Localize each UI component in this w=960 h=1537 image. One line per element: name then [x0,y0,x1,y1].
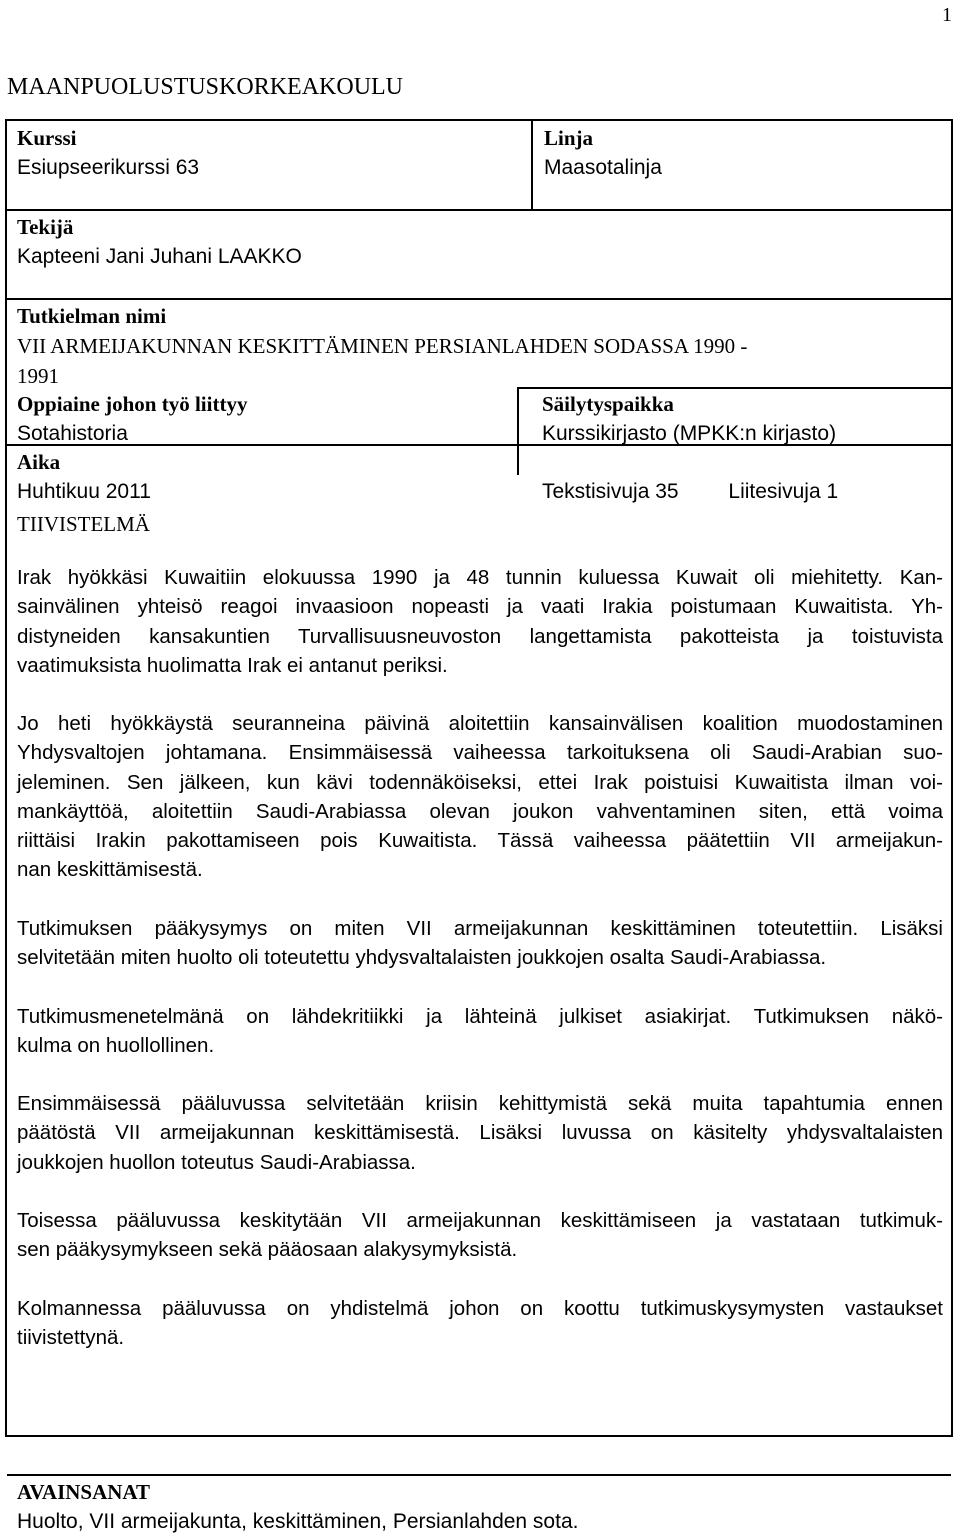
text-line: Tutkimusmenetelmänä on lähdekritiikki ja lähteinä julkiset asiakirjat. Tutkimuksen näkö- [17,1005,943,1028]
text-line: riittäisi Irakin pakottamiseen pois Kuwaitista. Tässä vaiheessa päätettiin VII armeijakun- [17,829,943,853]
institution-name: MAANPUOLUSTUSKORKEAKOULU [7,74,404,100]
oppiaine-label: Oppiaine johon työ liittyy [17,392,248,416]
text-line: tiivistettynä. [17,1326,125,1350]
kurssi-value: Esiupseerikurssi 63 [17,156,200,179]
text-line: Toisessa pääluvussa keskitytään VII armeijakunnan keskittämiseen ja vastataan tutkimuk- [17,1209,943,1232]
liitesivuja-value: Liitesivuja 1 [728,480,839,503]
divider-row-5 [7,1474,951,1476]
keywords-label: AVAINSANAT [17,1480,151,1504]
text-line: vaatimuksista huolimatta Irak ei antanut periksi. [17,653,448,677]
tiivistelma-label: TIIVISTELMÄ [17,512,150,536]
text-line: sainvälinen yhteisö reagoi invaasioon nopeasti ja vaati Irakia poistumaan Kuwaitista. Yh- [17,595,943,619]
text-line: Ensimmäisessä pääluvussa selvitetään kriisin kehittymistä sekä muita tapahtumia ennen [17,1092,943,1115]
text-line: jeleminen. Sen jälkeen, kun kävi todennäköiseksi, ettei Irak poistuisi Kuwaitista ilman voi- [17,770,943,794]
keywords-value: Huolto, VII armeijakunta, keskittäminen, Persianlahden sota. [17,1510,579,1533]
text-line: Jo heti hyökkäystä seuranneina päivinä aloitettiin kansainvälisen koalition muodostaminen [17,712,943,735]
divider-vertical-top [531,121,533,209]
oppiaine-value: Sotahistoria [17,422,128,445]
tekija-value: Kapteeni Jani Juhani LAAKKO [17,245,302,268]
text-line: Yhdysvaltojen johtamana. Ensimmäisessä vaiheessa tarkoituksena oli Saudi-Arabian suo- [17,741,943,765]
sailytys-label: Säilytyspaikka [542,392,674,416]
abstract-paragraph-4 [17,1002,943,1061]
page-number: 1 [942,4,952,26]
linja-label: Linja [544,126,594,150]
field-aika [17,447,151,507]
field-oppiaine [17,389,247,449]
tiivistelma-heading [17,509,150,539]
field-sailytyspaikka [542,389,836,449]
kurssi-label: Kurssi [17,126,77,150]
field-avainsanat [17,1477,578,1537]
abstract-paragraph-5 [17,1089,943,1177]
nimi-label: Tutkielman nimi [17,304,167,328]
text-line: selvitetään miten huolto oli toteutettu yhdysvaltalaisten joukkojen osalta Saudi-Arabiassa. [17,946,827,970]
field-tekija [17,212,302,272]
text-line: nan keskittämisestä. [17,858,203,882]
abstract-paragraph-3 [17,914,943,973]
field-sivumaarat [542,477,838,507]
sailytys-value: Kurssikirjasto (MPKK:n kirjasto) [542,422,837,445]
divider-row-2 [7,298,951,300]
text-line: sen pääkysymykseen sekä pääosaan alakysymyksistä. [17,1238,518,1262]
nimi-value-line1: VII ARMEIJAKUNNAN KESKITTÄMINEN PERSIANLAHDEN SODASSA 1990 - [17,334,748,358]
text-line: kulma on huollollinen. [17,1034,215,1058]
linja-value: Maasotalinja [544,156,662,179]
nimi-value-line2: 1991 [17,364,59,388]
abstract-paragraph-7 [17,1294,943,1353]
field-tutkielman-nimi [17,301,747,391]
text-line: distyneiden kansakuntien Turvallisuusneuvoston langettamista pakotteista ja toistuvista [17,624,943,648]
field-linja [544,123,662,183]
text-line: Irak hyökkäsi Kuwaitiin elokuussa 1990 ja 48 tunnin kuluessa Kuwait oli miehitetty. Kan- [17,566,943,589]
text-line: mankäyttöä, aloitettiin Saudi-Arabiassa olevan joukon vahventaminen siten, että voima [17,799,943,823]
abstract-paragraph-1 [17,563,943,680]
divider-row-1 [7,209,951,211]
aika-label: Aika [17,450,61,474]
abstract-paragraph-2 [17,709,943,885]
aika-value: Huhtikuu 2011 [17,480,151,503]
text-line: Tutkimuksen pääkysymys on miten VII armeijakunnan keskittäminen toteutettiin. Lisäksi [17,917,943,940]
tekstisivuja-value: Tekstisivuja 35 [542,480,679,503]
text-line: päätöstä VII armeijakunnan keskittämisestä. Lisäksi luvussa on käsitelty yhdysvaltalaisten [17,1121,943,1145]
abstract-form [5,119,953,1533]
abstract-paragraph-6 [17,1206,943,1265]
field-kurssi [17,123,199,183]
tekija-label: Tekijä [17,215,74,239]
text-line: Kolmannessa pääluvussa on yhdistelmä johon on koottu tutkimuskysymysten vastaukset [17,1297,943,1320]
text-line: joukkojen huollon toteutus Saudi-Arabiassa. [17,1150,416,1174]
divider-vertical-middle [517,387,519,475]
